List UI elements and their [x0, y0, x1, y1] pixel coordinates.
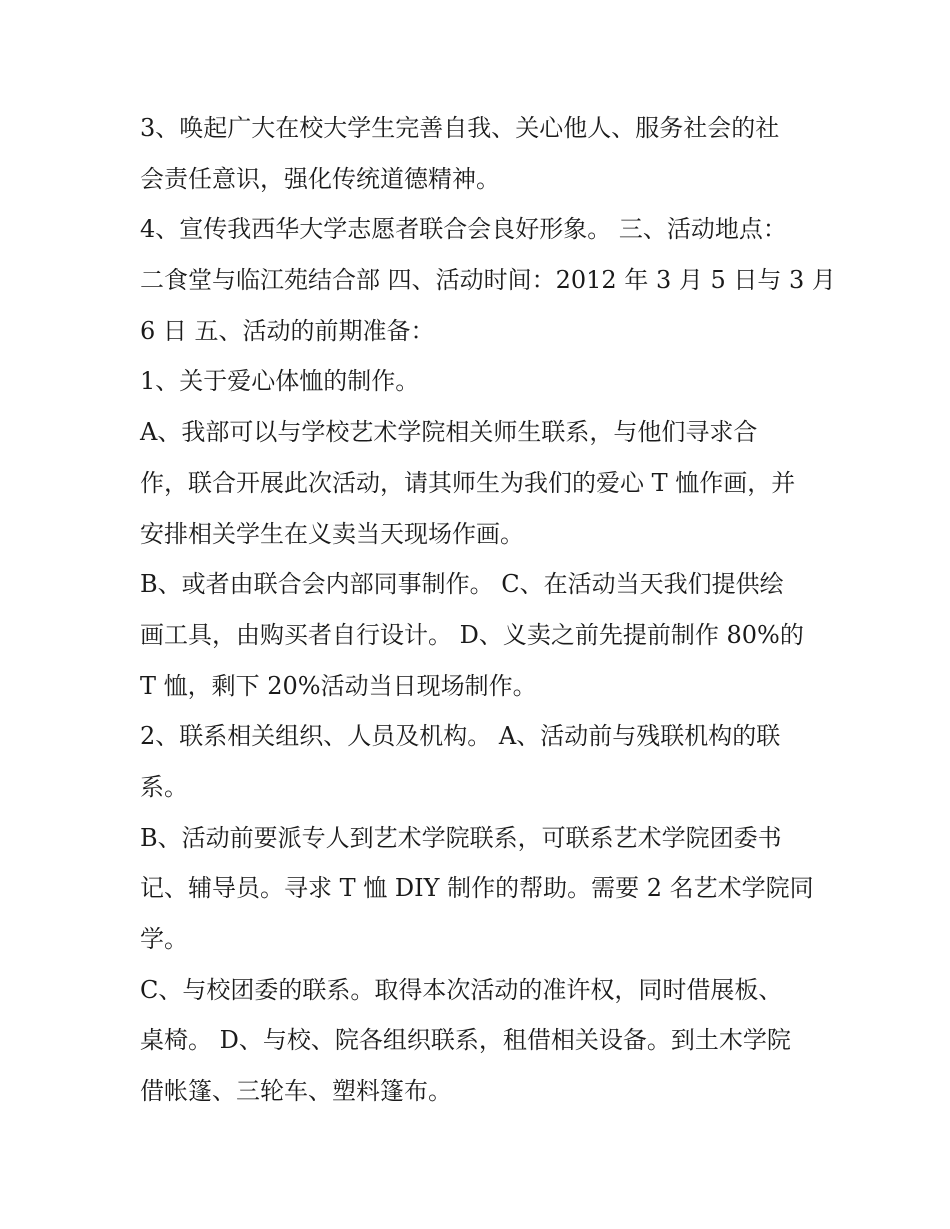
document-body	[140, 103, 836, 1117]
text-line: T 恤，剩下 20%活动当日现场制作。	[140, 671, 537, 700]
text-line: 4、宣传我西华大学志愿者联合会良好形象。 三、活动地点：	[140, 215, 787, 244]
text-line: B、活动前要派专人到艺术学院联系，可联系艺术学院团委书	[140, 823, 782, 852]
text-line: 2、联系相关组织、人员及机构。 A、活动前与残联机构的联	[140, 722, 781, 751]
text-line: 系。	[140, 772, 188, 801]
text-line: A、我部可以与学校艺术学院相关师生联系，与他们寻求合	[140, 418, 758, 447]
text-line: 桌椅。 D、与校、院各组织联系，租借相关设备。到土木学院	[140, 1026, 791, 1055]
text-line: 画工具，由购买者自行设计。 D、义卖之前先提前制作 80%的	[140, 620, 804, 649]
text-line: 二食堂与临江苑结合部 四、活动时间：2012 年 3 月 5 日与 3 月	[140, 266, 836, 295]
text-line: 3、唤起广大在校大学生完善自我、关心他人、服务社会的社	[140, 114, 780, 142]
text-line: 会责任意识，强化传统道德精神。	[140, 164, 500, 193]
text-line: B、或者由联合会内部同事制作。 C、在活动当天我们提供绘	[140, 570, 784, 599]
text-line: 学。	[140, 925, 188, 953]
text-line: 1、关于爱心体恤的制作。	[140, 367, 420, 396]
text-line: 记、辅导员。寻求 T 恤 DIY 制作的帮助。需要 2 名艺术学院同	[140, 874, 814, 903]
text-line: 安排相关学生在义卖当天现场作画。	[140, 519, 524, 548]
text-line: 6 日 五、活动的前期准备：	[140, 316, 435, 345]
text-line: 作，联合开展此次活动，请其师生为我们的爱心 T 恤作画，并	[140, 468, 796, 497]
text-line: C、与校团委的联系。取得本次活动的准许权，同时借展板、	[140, 975, 783, 1004]
text-line: 借帐篷、三轮车、塑料篷布。	[140, 1077, 452, 1106]
